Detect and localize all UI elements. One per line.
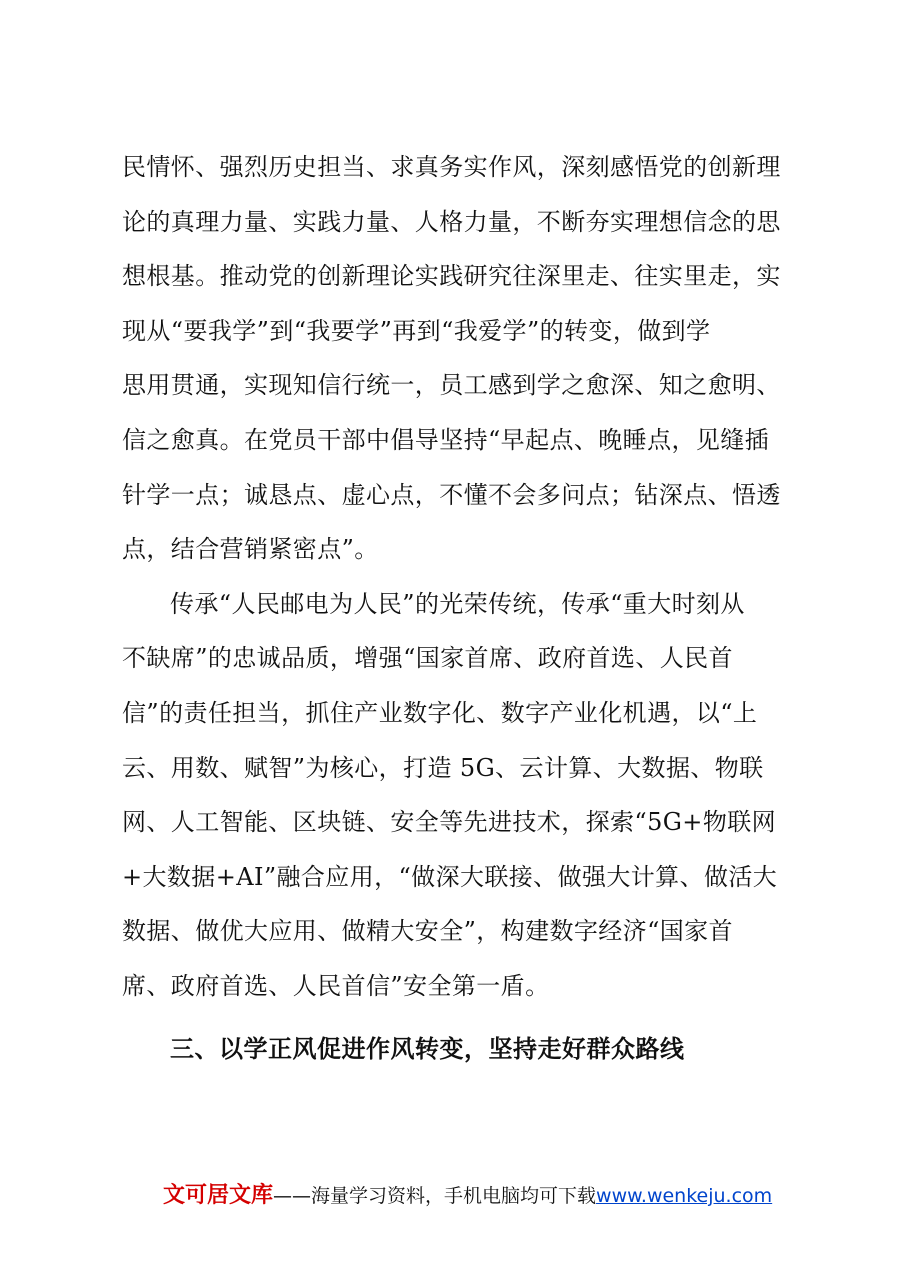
paragraph-1-line: 信之愈真。在党员干部中倡导坚持“早起点、晚睡点，见缝插: [122, 425, 770, 454]
paragraph-2: [122, 577, 782, 1014]
paragraph-2-line: 数据、做优大应用、做精大安全”，构建数字经济“国家首: [122, 917, 733, 946]
footer-link[interactable]: www.wenkeju.com: [596, 1185, 773, 1207]
paragraph-1: [122, 140, 782, 577]
paragraph-2-line: 信”的责任担当，抓住产业数字化、数字产业化机遇，以“上: [122, 698, 758, 727]
paragraph-2-line: +大数据+AI”融合应用，“做深大联接、做强大计算、做活大: [122, 862, 778, 891]
paragraph-1-line: 论的真理力量、实践力量、人格力量，不断夯实理想信念的思: [122, 207, 781, 236]
paragraph-1-line: 针学一点；诚恳点、虚心点，不懂不会多问点；钻深点、悟透: [122, 480, 781, 509]
paragraph-1-line: 想根基。推动党的创新理论实践研究往深里走、往实里走，实: [122, 262, 781, 291]
footer-tagline: ——海量学习资料，手机电脑均可下载: [273, 1185, 597, 1207]
section-heading: 三、以学正风促进作风转变，坚持走好群众路线: [170, 1034, 685, 1063]
paragraph-2-line: 传承“人民邮电为人民”的光荣传统，传承“重大时刻从: [170, 589, 745, 618]
paragraph-1-line: 点，结合营销紧密点”。: [122, 535, 379, 564]
paragraph-1-line: 民情怀、强烈历史担当、求真务实作风，深刻感悟党的创新理: [122, 153, 781, 181]
paragraph-2-line: 席、政府首选、人民首信”安全第一盾。: [122, 971, 550, 1000]
footer-banner: [163, 1180, 803, 1212]
paragraph-2-line: 云、用数、赋智”为核心，打造 5G、云计算、大数据、物联: [122, 753, 764, 782]
paragraph-1-line: 思用贯通，实现知信行统一，员工感到学之愈深、知之愈明、: [122, 371, 781, 400]
paragraph-2-line: 不缺席”的忠诚品质，增强“国家首席、政府首选、人民首: [122, 644, 733, 673]
document-body: [122, 140, 782, 1076]
paragraph-1-line: 现从“要我学”到“我要学”再到“我爱学”的转变，做到学: [122, 316, 711, 345]
paragraph-2-line: 网、人工智能、区块链、安全等先进技术，探索“5G+物联网: [122, 808, 777, 837]
footer-brand: 文可居文库: [163, 1183, 274, 1208]
